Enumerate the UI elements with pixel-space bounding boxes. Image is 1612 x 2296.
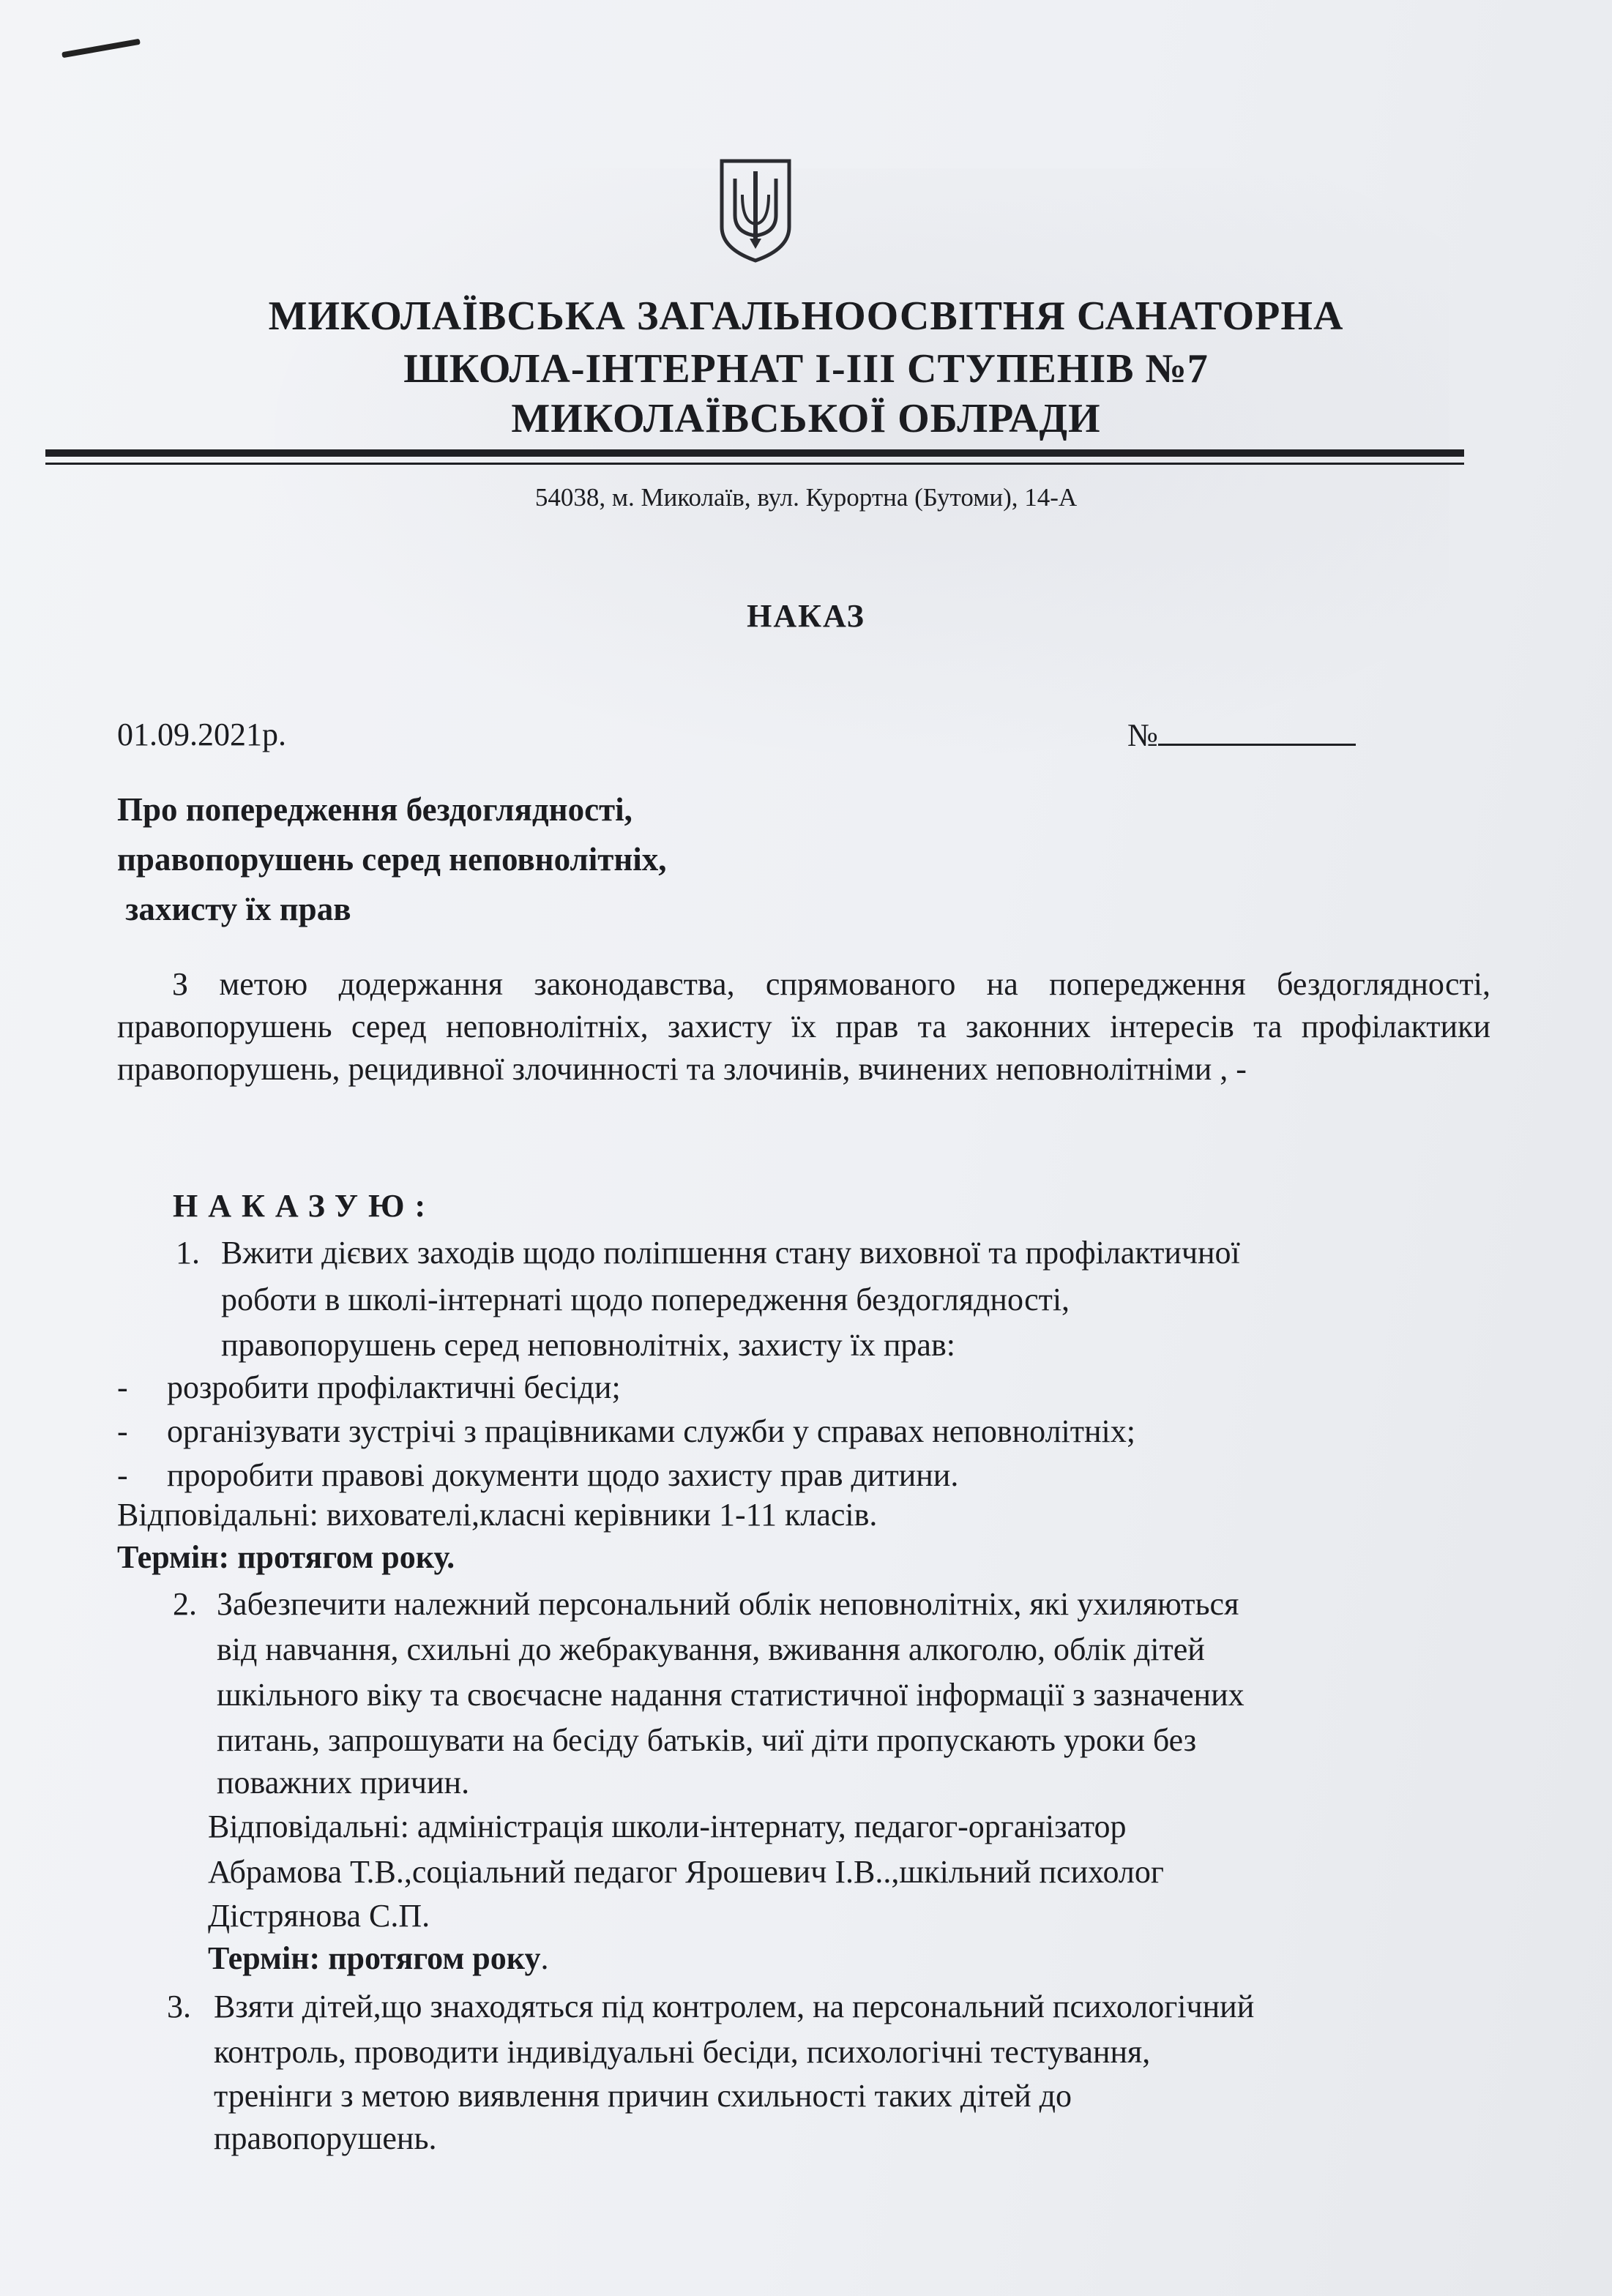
subject-line-3: захисту їх прав (117, 891, 351, 927)
bullet-dash: - (117, 1457, 128, 1493)
item-1-term: Термін: протягом року. (117, 1539, 455, 1575)
item-1-line: Вжити дієвих заходів щодо поліпшення стану виховної та профілактичної (221, 1235, 1240, 1271)
header-rule-thin (45, 463, 1464, 465)
item-2-responsible: Відповідальні: адміністрація школи-інтернату, педагог-організатор (208, 1809, 1127, 1844)
item-1-responsible: Відповідальні: вихователі,класні керівники 1-11 класів. (117, 1497, 878, 1533)
item-2-line: питань, запрошувати на бесіду батьків, чиї діти пропускають уроки без (217, 1722, 1197, 1758)
document-number (1127, 716, 1356, 754)
document-title: НАКАЗ (747, 598, 865, 634)
item-2-responsible: Дістрянова С.П. (208, 1898, 430, 1934)
item-1-number: 1. (176, 1235, 200, 1271)
item-2-line: Забезпечити належний персональний облік неповнолітніх, які ухиляються (217, 1586, 1239, 1622)
item-2-term-label: Термін: протягом року (208, 1940, 541, 1976)
document-date: 01.09.2021р. (117, 717, 286, 752)
org-name-line-2: ШКОЛА-ІНТЕРНАТ І-ІІІ СТУПЕНІВ №7 (403, 346, 1209, 392)
trident-emblem-icon (717, 157, 794, 263)
item-3-line: тренінги з метою виявлення причин схильності таких дітей до (214, 2078, 1072, 2114)
item-3-line: контроль, проводити індивідуальні бесіди, психологічні тестування, (214, 2034, 1151, 2070)
number-label: № (1127, 717, 1158, 753)
order-word: НАКАЗУЮ: (173, 1188, 436, 1224)
org-name-line-1: МИКОЛАЇВСЬКА ЗАГАЛЬНООСВІТНЯ САНАТОРНА (268, 293, 1344, 339)
bullet-dash: - (117, 1413, 128, 1449)
item-2-line: поважних причин. (217, 1765, 470, 1800)
item-2-number: 2. (173, 1586, 197, 1622)
pen-mark (61, 39, 141, 59)
item-2-line: від навчання, схильні до жебракування, вживання алкоголю, облік дітей (217, 1631, 1205, 1667)
bullet-item: організувати зустрічі з працівниками служби у справах неповнолітніх; (167, 1413, 1135, 1449)
org-name-line-3: МИКОЛАЇВСЬКОЇ ОБЛРАДИ (511, 396, 1101, 441)
number-blank-line (1158, 716, 1356, 746)
address: 54038, м. Миколаїв, вул. Курортна (Бутоми), 14-А (534, 483, 1078, 512)
item-1-line: роботи в школі-інтернаті щодо попередження бездоглядності, (221, 1282, 1070, 1317)
subject-line-1: Про попередження бездоглядності, (117, 791, 633, 828)
item-3-line: Взяти дітей,що знаходяться під контролем, на персональний психологічний (214, 1989, 1255, 2024)
item-2-responsible: Абрамова Т.В.,соціальний педагог Ярошевич І.В..,шкільний психолог (208, 1854, 1164, 1890)
item-3-number: 3. (167, 1989, 191, 2024)
preamble-text: З метою додержання законодавства, спрямованого на попередження бездоглядності, правопорушень серед неповнолітніх, захисту їх прав та законних інтересів та профілактики правопорушень, рецидивної злочинності та злочинів, вчинених неповнолітніми , - (117, 966, 1490, 1087)
preamble (117, 963, 1490, 1091)
item-3-line: правопорушень. (214, 2120, 437, 2156)
bullet-dash: - (117, 1369, 128, 1405)
item-1-line: правопорушень серед неповнолітніх, захисту їх прав: (221, 1327, 955, 1363)
subject-line-2: правопорушень серед неповнолітніх, (117, 841, 667, 878)
item-2-term (208, 1940, 549, 1977)
item-2-line: шкільного віку та своєчасне надання статистичної інформації з зазначених (217, 1677, 1245, 1713)
bullet-item: розробити профілактичні бесіди; (167, 1369, 621, 1405)
item-2-term-dot: . (540, 1940, 549, 1976)
header-rule-thick (45, 449, 1464, 457)
bullet-item: проробити правові документи щодо захисту прав дитини. (167, 1457, 959, 1493)
